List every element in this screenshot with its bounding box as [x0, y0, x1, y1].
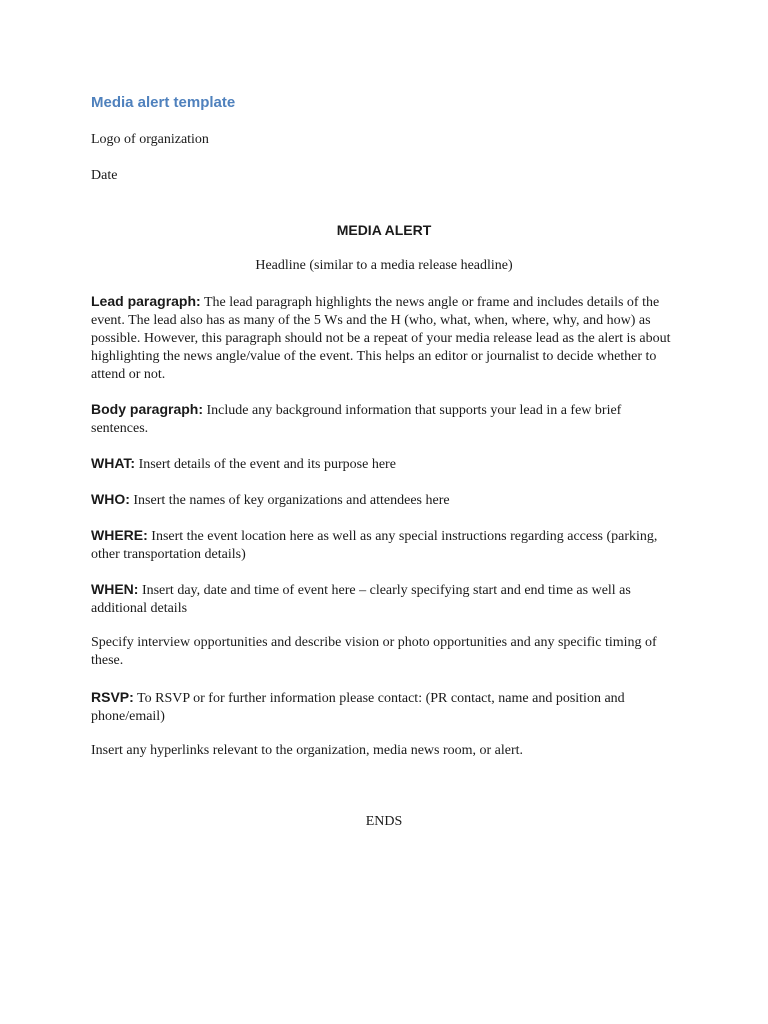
rsvp-paragraph	[91, 688, 681, 726]
when-text: Insert day, date and time of event here – clearly specifying start and end time as well as additional details	[91, 583, 631, 616]
who-paragraph	[91, 490, 681, 510]
rsvp-text: To RSVP or for further information please contact: (PR contact, name and position and phone/email)	[91, 691, 625, 724]
body-paragraph	[91, 400, 681, 438]
hyperlinks-paragraph: Insert any hyperlinks relevant to the organization, media news room, or alert.	[91, 743, 524, 758]
date-line: Date	[91, 168, 118, 183]
template-title: Media alert template	[91, 94, 236, 111]
interview-paragraph: Specify interview opportunities and describe vision or photo opportunities and any specific timing of these.	[91, 635, 657, 668]
rsvp-label: RSVP:	[91, 689, 134, 705]
alert-title: MEDIA ALERT	[336, 222, 432, 238]
what-label: WHAT:	[91, 455, 136, 471]
body-paragraph-text: Include any background information that supports your lead in a few brief sentences.	[91, 403, 622, 436]
lead-paragraph	[91, 292, 681, 384]
lead-paragraph-text: The lead paragraph highlights the news angle or frame and includes details of the event. The lead also has as many of the 5 Ws and the H (who, what, when, where, why, and how) as possible. However, this paragraph should not be a repeat of your media release lead as the alert is about highlighting the news angle/value of the event. This helps an editor or journalist to decide whether to attend or not.	[91, 295, 671, 382]
body-paragraph-label: Body paragraph:	[91, 401, 204, 417]
where-paragraph	[91, 526, 681, 564]
logo-placeholder-line: Logo of organization	[91, 132, 209, 147]
ends-marker: ENDS	[365, 814, 403, 829]
who-text: Insert the names of key organizations and attendees here	[129, 493, 450, 508]
when-label: WHEN:	[91, 581, 139, 597]
when-paragraph	[91, 580, 681, 618]
who-label: WHO:	[91, 491, 130, 507]
lead-paragraph-label: Lead paragraph:	[91, 293, 201, 309]
headline-line: Headline (similar to a media release headline)	[255, 258, 513, 273]
what-text: Insert details of the event and its purpose here	[135, 457, 396, 472]
what-paragraph	[91, 454, 681, 474]
where-label: WHERE:	[91, 527, 148, 543]
where-text: Insert the event location here as well as any special instructions regarding access (parking, other transportation details)	[91, 529, 658, 562]
